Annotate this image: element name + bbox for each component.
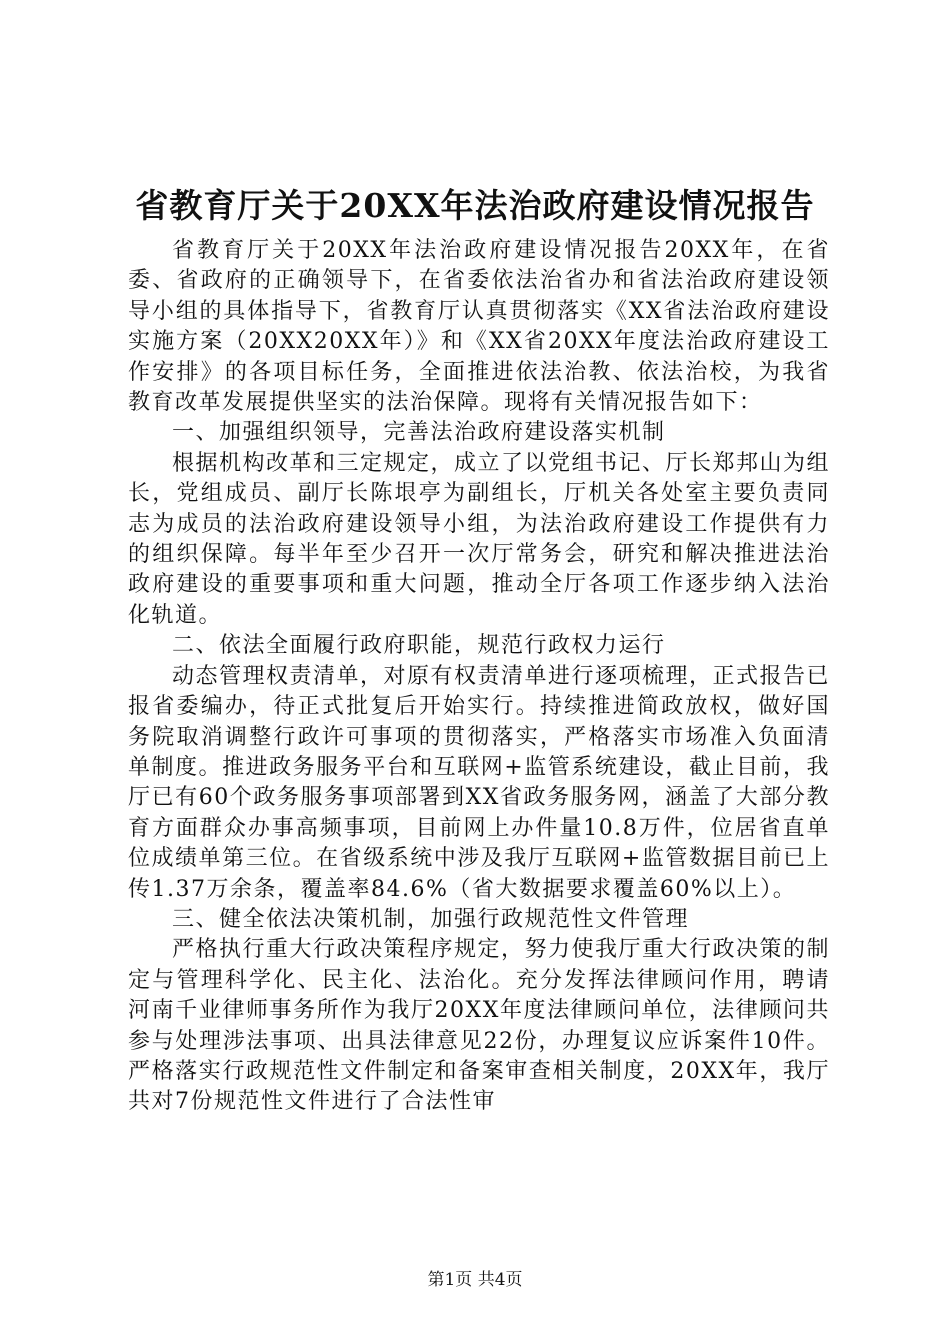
document-body [128, 236, 830, 1118]
document-title: 省教育厅关于20XX年法治政府建设情况报告 [135, 186, 815, 225]
section-paragraph-2: 动态管理权责清单，对原有权责清单进行逐项梳理，正式报告已报省委编办，待正式批复后开始实行。持续推进简政放权，做好国务院取消调整行政许可事项的贯彻落实，严格落实市场准入负面清单制度。推进政务服务平台和互联网+监管系统建设，截止目前，我厅已有60个政务服务事项部署到XX省政务服务网，涵盖了大部分教育方面群众办事高频事项，目前网上办件量10.8万件，位居省直单位成绩单第三位。在省级系统中涉及我厅互联网+监管数据目前已上传1.37万余条，覆盖率84.6%（省大数据要求覆盖60%以上）。 [128, 663, 831, 902]
section-paragraph-1: 根据机构改革和三定规定，成立了以党组书记、厅长郑邦山为组长，党组成员、副厅长陈垠亭为副组长，厅机关各处室主要负责同志为成员的法治政府建设领导小组，为法治政府建设工作提供有力的组织保障。每半年至少召开一次厅常务会，研究和解决推进法治政府建设的重要事项和重大问题，推动全厅各项工作逐步纳入法治化轨道。 [128, 450, 831, 628]
section-heading-3: 三、健全依法决策机制，加强行政规范性文件管理 [172, 906, 690, 932]
intro-paragraph: 省教育厅关于20XX年法治政府建设情况报告20XX年，在省委、省政府的正确领导下，在省委依法治省办和省法治政府建设领导小组的具体指导下，省教育厅认真贯彻落实《XX省法治政府建设实施方案（20XX20XX年）》和《XX省20XX年度法治政府建设工作安排》的各项目标任务，全面推进依法治教、依法治校，为我省教育改革发展提供坚实的法治保障。现将有关情况报告如下： [128, 238, 830, 416]
section-paragraph-3: 严格执行重大行政决策程序规定，努力使我厅重大行政决策的制定与管理科学化、民主化、法治化。充分发挥法律顾问作用，聘请河南千业律师事务所作为我厅20XX年度法律顾问单位，法律顾问共参与处理涉法事项、出具法律意见22份，办理复议应诉案件10件。严格落实行政规范性文件制定和备案审查相关制度，20XX年，我厅共对7份规范性文件进行了合法性审 [128, 937, 831, 1115]
section-heading-1: 一、加强组织领导，完善法治政府建设落实机制 [172, 420, 666, 446]
section-heading-2: 二、依法全面履行政府职能，规范行政权力运行 [172, 633, 666, 659]
page-footer: 第1页 共4页 [427, 1270, 523, 1290]
